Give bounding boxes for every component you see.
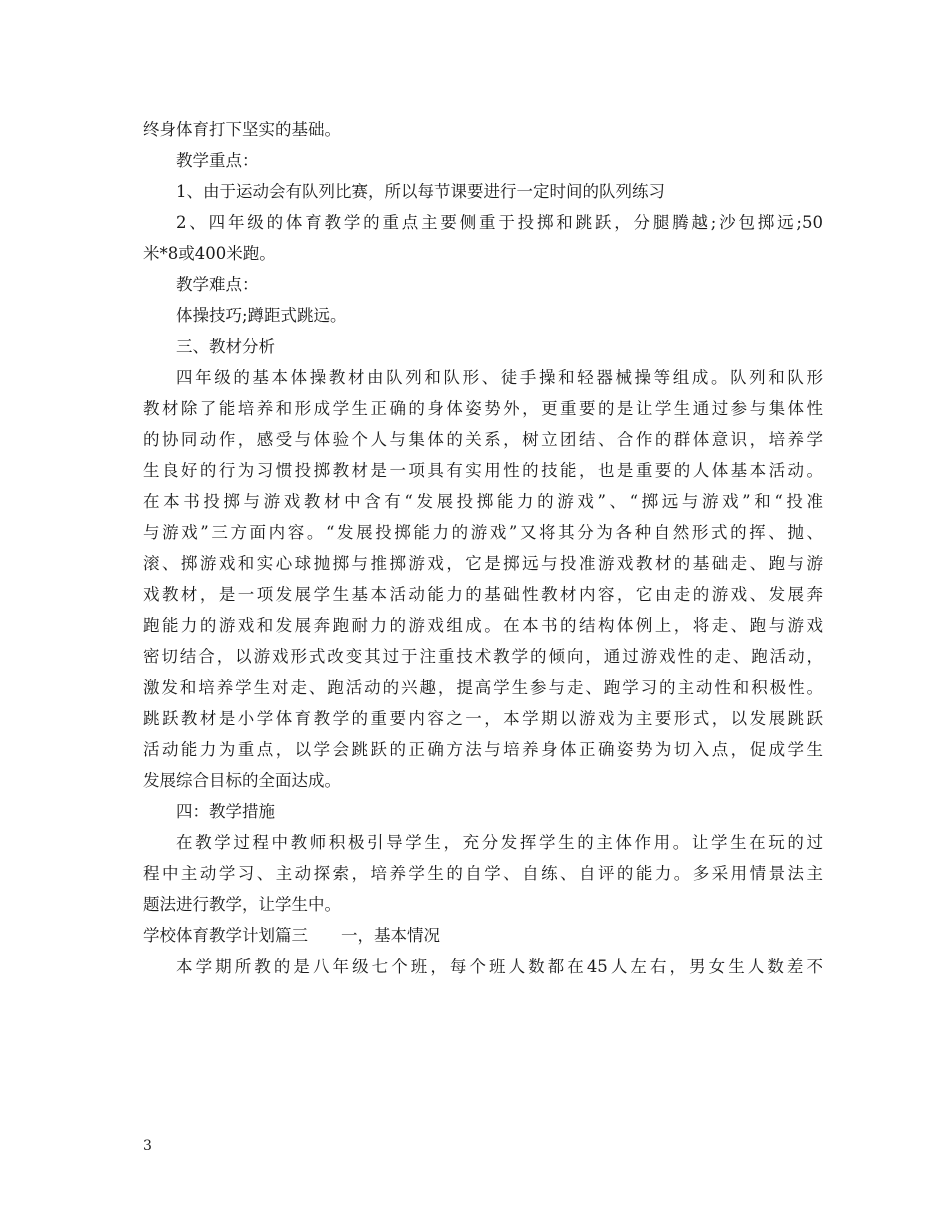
page-number: 3 <box>143 1138 152 1154</box>
section-heading: 四：教学措施 <box>176 802 275 821</box>
section-title: 学校体育教学计划篇三 一，基本情况 <box>143 926 440 945</box>
text-line: 在本书投掷与游戏教材中含有“发展投掷能力的游戏”、“掷远与游戏”和“投准 <box>143 492 823 511</box>
text-line: 本学期所教的是八年级七个班，每个班人数都在45人左右，男女生人数差不 <box>176 957 823 976</box>
text-line: 体操技巧;蹲距式跳远。 <box>176 306 347 325</box>
text-line: 在教学过程中教师积极引导学生，充分发挥学生的主体作用。让学生在玩的过 <box>176 833 823 852</box>
text-line: 跑能力的游戏和发展奔跑耐力的游戏组成。在本书的结构体例上，将走、跑与游戏 <box>143 616 823 635</box>
text-line: 生良好的行为习惯投掷教材是一项具有实用性的技能，也是重要的人体基本活动。 <box>143 461 823 480</box>
text-line: 激发和培养学生对走、跑活动的兴趣，提高学生参与走、跑学习的主动性和积极性。 <box>143 678 823 697</box>
text-line: 程中主动学习、主动探索，培养学生的自学、自练、自评的能力。多采用情景法主 <box>143 864 823 883</box>
text-line: 戏教材，是一项发展学生基本活动能力的基础性教材内容，它由走的游戏、发展奔 <box>143 585 823 604</box>
text-line: 滚、掷游戏和实心球抛掷与推掷游戏，它是掷远与投准游戏教材的基础走、跑与游 <box>143 554 823 573</box>
text-line: 终身体育打下坚实的基础。 <box>143 120 341 139</box>
text-line: 与游戏”三方面内容。“发展投掷能力的游戏”又将其分为各种自然形式的挥、抛、 <box>143 523 823 542</box>
text-line: 发展综合目标的全面达成。 <box>143 771 341 790</box>
text-line: 米*8或400米跑。 <box>143 244 276 263</box>
text-line: 的协同动作，感受与体验个人与集体的关系，树立团结、合作的群体意识，培养学 <box>143 430 823 449</box>
text-line: 跳跃教材是小学体育教学的重要内容之一，本学期以游戏为主要形式，以发展跳跃 <box>143 709 823 728</box>
text-line: 教材除了能培养和形成学生正确的身体姿势外，更重要的是让学生通过参与集体性 <box>143 399 823 418</box>
body-text <box>143 114 823 982</box>
text-line: 2、四年级的体育教学的重点主要侧重于投掷和跳跃，分腿腾越;沙包掷远;50 <box>176 213 823 232</box>
text-line: 题法进行教学，让学生中。 <box>143 895 341 914</box>
text-line: 四年级的基本体操教材由队列和队形、徒手操和轻器械操等组成。队列和队形 <box>176 368 823 387</box>
text-line: 密切结合，以游戏形式改变其过于注重技术教学的倾向，通过游戏性的走、跑活动， <box>143 647 823 666</box>
section-heading: 三、教材分析 <box>176 337 275 356</box>
section-heading: 教学难点： <box>176 275 259 294</box>
text-line: 活动能力为重点，以学会跳跃的正确方法与培养身体正确姿势为切入点，促成学生 <box>143 740 823 759</box>
section-heading: 教学重点： <box>176 151 259 170</box>
text-line: 1、由于运动会有队列比赛，所以每节课要进行一定时间的队列练习 <box>176 182 665 201</box>
